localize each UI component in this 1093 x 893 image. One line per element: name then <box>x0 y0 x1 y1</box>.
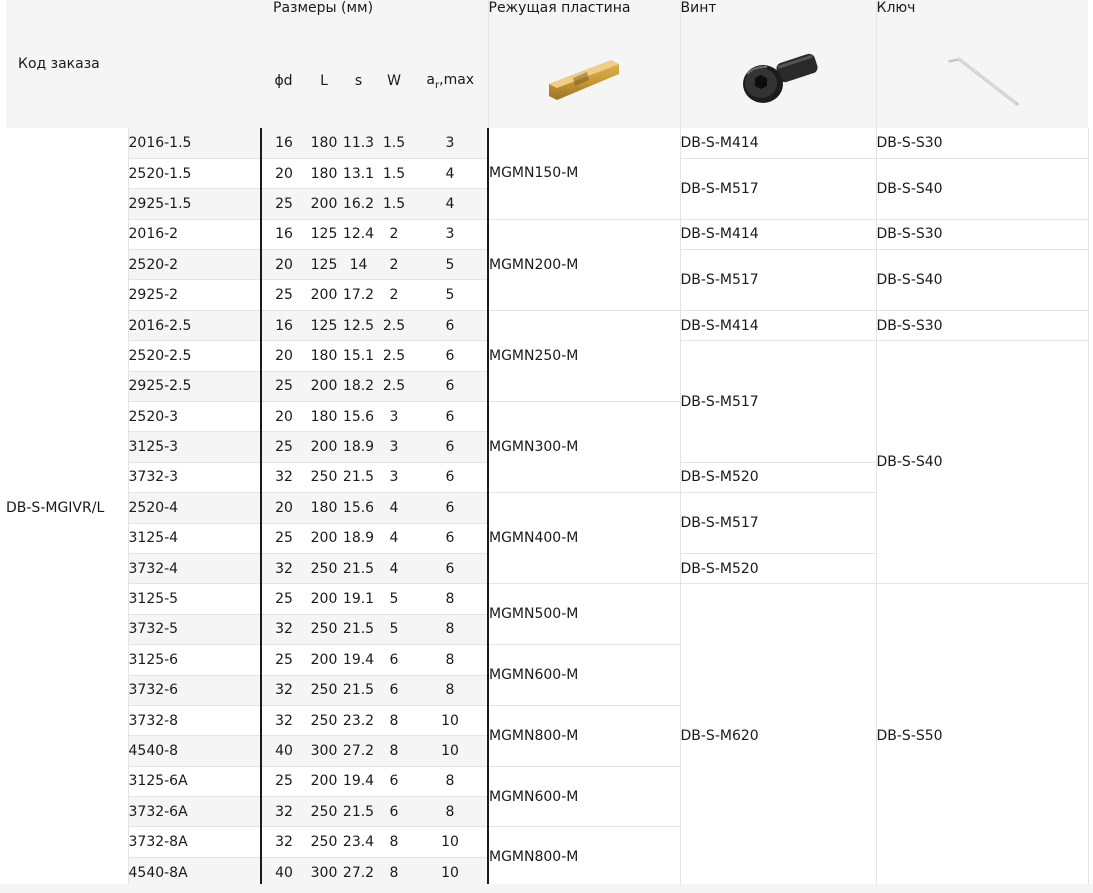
insert-cell: MGMN800-M <box>488 827 680 888</box>
col-ar-sub: r <box>435 79 440 91</box>
insert-header: Режущая пластина <box>488 0 680 34</box>
dim-s-cell: 23.4 <box>342 827 375 857</box>
dim-L-cell: 180 <box>306 402 342 432</box>
insert-image-cell <box>488 34 680 128</box>
order-code-variant: 3732-3 <box>128 462 261 492</box>
key-cell: DB-S-S40 <box>876 250 1088 311</box>
dim-d-cell: 32 <box>261 553 306 583</box>
dim-ar-cell: 3 <box>413 219 488 249</box>
dim-s-cell: 21.5 <box>342 553 375 583</box>
dim-s-cell: 11.3 <box>342 128 375 158</box>
col-s-header: s <box>342 34 375 128</box>
dim-L-cell: 125 <box>306 250 342 280</box>
order-code-cell: DB-S-MGIVR/L <box>6 128 128 888</box>
dim-d-cell: 32 <box>261 614 306 644</box>
dim-ar-cell: 10 <box>413 736 488 766</box>
dim-s-cell: 12.5 <box>342 310 375 340</box>
dim-ar-cell: 10 <box>413 857 488 887</box>
dim-s-cell: 17.2 <box>342 280 375 310</box>
screw-cell: DB-S-M520 <box>680 553 876 583</box>
order-code-variant: 2520-2 <box>128 250 261 280</box>
dim-d-cell: 32 <box>261 675 306 705</box>
dim-W-cell: 1.5 <box>375 128 413 158</box>
dim-ar-cell: 5 <box>413 250 488 280</box>
order-code-variant: 2016-2.5 <box>128 310 261 340</box>
dim-ar-cell: 6 <box>413 432 488 462</box>
dim-s-cell: 16.2 <box>342 189 375 219</box>
dim-d-cell: 25 <box>261 280 306 310</box>
dim-L-cell: 250 <box>306 462 342 492</box>
dim-L-cell: 200 <box>306 432 342 462</box>
dim-s-cell: 13.1 <box>342 158 375 188</box>
table-row <box>6 310 1088 340</box>
dim-d-cell: 25 <box>261 523 306 553</box>
dim-d-cell: 40 <box>261 736 306 766</box>
dim-W-cell: 2.5 <box>375 371 413 401</box>
dim-ar-cell: 3 <box>413 128 488 158</box>
screw-cell: DB-S-M620 <box>680 584 876 888</box>
dim-d-cell: 20 <box>261 250 306 280</box>
dim-L-cell: 250 <box>306 827 342 857</box>
insert-cell: MGMN200-M <box>488 219 680 310</box>
dim-ar-cell: 6 <box>413 371 488 401</box>
key-cell: DB-S-S30 <box>876 128 1088 158</box>
dim-s-cell: 18.9 <box>342 432 375 462</box>
dim-L-cell: 200 <box>306 371 342 401</box>
order-code-variant: 2520-1.5 <box>128 158 261 188</box>
dim-d-cell: 16 <box>261 128 306 158</box>
dim-L-cell: 200 <box>306 766 342 796</box>
dim-W-cell: 8 <box>375 827 413 857</box>
order-code-variant: 3732-6A <box>128 797 261 827</box>
dim-ar-cell: 6 <box>413 553 488 583</box>
dim-W-cell: 3 <box>375 402 413 432</box>
dim-W-cell: 4 <box>375 553 413 583</box>
dim-L-cell: 200 <box>306 645 342 675</box>
dim-ar-cell: 8 <box>413 614 488 644</box>
dim-d-cell: 20 <box>261 402 306 432</box>
dim-W-cell: 3 <box>375 432 413 462</box>
dim-s-cell: 21.5 <box>342 797 375 827</box>
dim-L-cell: 200 <box>306 189 342 219</box>
screw-cell: DB-S-M414 <box>680 219 876 249</box>
screw-cell: DB-S-M414 <box>680 310 876 340</box>
order-code-variant: 3732-8A <box>128 827 261 857</box>
dim-d-cell: 16 <box>261 310 306 340</box>
dim-s-cell: 19.4 <box>342 766 375 796</box>
order-code-variant: 3732-6 <box>128 675 261 705</box>
dim-W-cell: 4 <box>375 493 413 523</box>
dim-ar-cell: 5 <box>413 280 488 310</box>
order-code-variant: 2016-2 <box>128 219 261 249</box>
dim-ar-cell: 4 <box>413 158 488 188</box>
screw-cell: DB-S-M517 <box>680 341 876 463</box>
dim-ar-cell: 6 <box>413 523 488 553</box>
dim-W-cell: 5 <box>375 584 413 614</box>
order-code-header: Код заказа <box>6 0 261 128</box>
col-d-header: ϕd <box>261 34 306 128</box>
key-image-cell <box>876 34 1088 128</box>
dim-d-cell: 32 <box>261 827 306 857</box>
dim-W-cell: 8 <box>375 705 413 735</box>
dim-s-cell: 14 <box>342 250 375 280</box>
order-code-variant: 4540-8A <box>128 857 261 887</box>
dim-W-cell: 3 <box>375 462 413 492</box>
insert-cell: MGMN600-M <box>488 645 680 706</box>
dim-W-cell: 6 <box>375 766 413 796</box>
key-cell: DB-S-S30 <box>876 310 1088 340</box>
screw-cell: DB-S-M414 <box>680 128 876 158</box>
dim-ar-cell: 10 <box>413 705 488 735</box>
dim-d-cell: 25 <box>261 584 306 614</box>
insert-cell: MGMN300-M <box>488 402 680 493</box>
key-cell: DB-S-S40 <box>876 341 1088 584</box>
dim-d-cell: 32 <box>261 797 306 827</box>
dim-ar-cell: 10 <box>413 827 488 857</box>
order-code-variant: 2925-2 <box>128 280 261 310</box>
insert-cell: MGMN600-M <box>488 766 680 827</box>
grooving-insert-icon <box>489 34 681 124</box>
dimensions-header: Размеры (мм) <box>261 0 488 34</box>
dim-L-cell: 300 <box>306 736 342 766</box>
dim-L-cell: 250 <box>306 553 342 583</box>
dim-ar-cell: 8 <box>413 584 488 614</box>
dim-W-cell: 6 <box>375 645 413 675</box>
dim-W-cell: 2 <box>375 250 413 280</box>
order-code-variant: 3732-5 <box>128 614 261 644</box>
dim-d-cell: 20 <box>261 493 306 523</box>
dim-d-cell: 25 <box>261 189 306 219</box>
dim-s-cell: 19.1 <box>342 584 375 614</box>
col-ar-tail: ,max <box>439 71 475 88</box>
dim-d-cell: 25 <box>261 645 306 675</box>
dim-W-cell: 6 <box>375 675 413 705</box>
dim-s-cell: 15.6 <box>342 493 375 523</box>
key-cell: DB-S-S50 <box>876 584 1088 888</box>
dim-L-cell: 250 <box>306 797 342 827</box>
dim-ar-cell: 8 <box>413 675 488 705</box>
dim-ar-cell: 8 <box>413 645 488 675</box>
order-code-variant: 3125-5 <box>128 584 261 614</box>
col-L-header: L <box>306 34 342 128</box>
dim-d-cell: 32 <box>261 705 306 735</box>
dim-d-cell: 25 <box>261 371 306 401</box>
order-code-variant: 3732-4 <box>128 553 261 583</box>
dim-d-cell: 32 <box>261 462 306 492</box>
order-code-variant: 2925-2.5 <box>128 371 261 401</box>
dim-W-cell: 2.5 <box>375 341 413 371</box>
key-cell: DB-S-S40 <box>876 158 1088 219</box>
order-code-variant: 2016-1.5 <box>128 128 261 158</box>
order-code-variant: 3125-4 <box>128 523 261 553</box>
dim-ar-cell: 8 <box>413 766 488 796</box>
dim-s-cell: 18.9 <box>342 523 375 553</box>
order-code-variant: 2925-1.5 <box>128 189 261 219</box>
screw-cell: DB-S-M517 <box>680 158 876 219</box>
order-code-variant: 2520-3 <box>128 402 261 432</box>
bottom-strip <box>0 884 1093 893</box>
order-code-variant: 2520-2.5 <box>128 341 261 371</box>
dim-L-cell: 125 <box>306 219 342 249</box>
table-row <box>6 219 1088 249</box>
order-code-variant: 3125-6A <box>128 766 261 796</box>
order-code-variant: 3732-8 <box>128 705 261 735</box>
dim-L-cell: 200 <box>306 523 342 553</box>
dim-L-cell: 250 <box>306 705 342 735</box>
spec-table-body <box>6 128 1088 888</box>
socket-screw-icon <box>681 34 877 124</box>
dim-W-cell: 8 <box>375 736 413 766</box>
screw-cell: DB-S-M517 <box>680 493 876 554</box>
header-row-top <box>6 0 1088 34</box>
dim-s-cell: 19.4 <box>342 645 375 675</box>
col-ar-main: a <box>426 71 435 88</box>
screw-header: Винт <box>680 0 876 34</box>
screw-cell: DB-S-M517 <box>680 250 876 311</box>
insert-cell: MGMN400-M <box>488 493 680 584</box>
dim-W-cell: 2 <box>375 219 413 249</box>
dim-s-cell: 21.5 <box>342 462 375 492</box>
dim-W-cell: 6 <box>375 797 413 827</box>
table-row <box>6 128 1088 158</box>
order-code-variant: 3125-6 <box>128 645 261 675</box>
dim-d-cell: 20 <box>261 158 306 188</box>
dim-s-cell: 21.5 <box>342 614 375 644</box>
dim-L-cell: 200 <box>306 280 342 310</box>
dim-W-cell: 8 <box>375 857 413 887</box>
dim-L-cell: 250 <box>306 675 342 705</box>
spec-table <box>6 0 1089 888</box>
dim-d-cell: 40 <box>261 857 306 887</box>
dim-d-cell: 20 <box>261 341 306 371</box>
dim-d-cell: 25 <box>261 766 306 796</box>
dim-s-cell: 27.2 <box>342 857 375 887</box>
dim-s-cell: 12.4 <box>342 219 375 249</box>
insert-cell: MGMN800-M <box>488 705 680 766</box>
key-header: Ключ <box>876 0 1088 34</box>
insert-cell: MGMN250-M <box>488 310 680 401</box>
dim-L-cell: 180 <box>306 128 342 158</box>
dim-L-cell: 180 <box>306 341 342 371</box>
dim-s-cell: 27.2 <box>342 736 375 766</box>
key-cell: DB-S-S30 <box>876 219 1088 249</box>
order-code-variant: 3125-3 <box>128 432 261 462</box>
dim-ar-cell: 6 <box>413 462 488 492</box>
dim-s-cell: 15.1 <box>342 341 375 371</box>
insert-cell: MGMN150-M <box>488 128 680 219</box>
dim-L-cell: 180 <box>306 158 342 188</box>
dim-W-cell: 1.5 <box>375 189 413 219</box>
dim-ar-cell: 6 <box>413 310 488 340</box>
dim-W-cell: 5 <box>375 614 413 644</box>
dim-W-cell: 4 <box>375 523 413 553</box>
dim-L-cell: 250 <box>306 614 342 644</box>
dim-d-cell: 16 <box>261 219 306 249</box>
dim-s-cell: 18.2 <box>342 371 375 401</box>
dim-L-cell: 180 <box>306 493 342 523</box>
dim-ar-cell: 6 <box>413 402 488 432</box>
screw-image-cell <box>680 34 876 128</box>
dim-L-cell: 200 <box>306 584 342 614</box>
dim-ar-cell: 6 <box>413 341 488 371</box>
dim-L-cell: 300 <box>306 857 342 887</box>
dim-s-cell: 21.5 <box>342 675 375 705</box>
col-ar-header <box>413 34 488 128</box>
dim-ar-cell: 6 <box>413 493 488 523</box>
dim-W-cell: 1.5 <box>375 158 413 188</box>
insert-cell: MGMN500-M <box>488 584 680 645</box>
dim-W-cell: 2.5 <box>375 310 413 340</box>
dim-d-cell: 25 <box>261 432 306 462</box>
dim-s-cell: 23.2 <box>342 705 375 735</box>
dim-W-cell: 2 <box>375 280 413 310</box>
dim-L-cell: 125 <box>306 310 342 340</box>
table-row <box>6 584 1088 614</box>
dim-s-cell: 15.6 <box>342 402 375 432</box>
dim-ar-cell: 4 <box>413 189 488 219</box>
dim-ar-cell: 8 <box>413 797 488 827</box>
col-W-header: W <box>375 34 413 128</box>
hex-key-icon <box>877 34 1089 124</box>
screw-cell: DB-S-M520 <box>680 462 876 492</box>
order-code-variant: 2520-4 <box>128 493 261 523</box>
order-code-variant: 4540-8 <box>128 736 261 766</box>
